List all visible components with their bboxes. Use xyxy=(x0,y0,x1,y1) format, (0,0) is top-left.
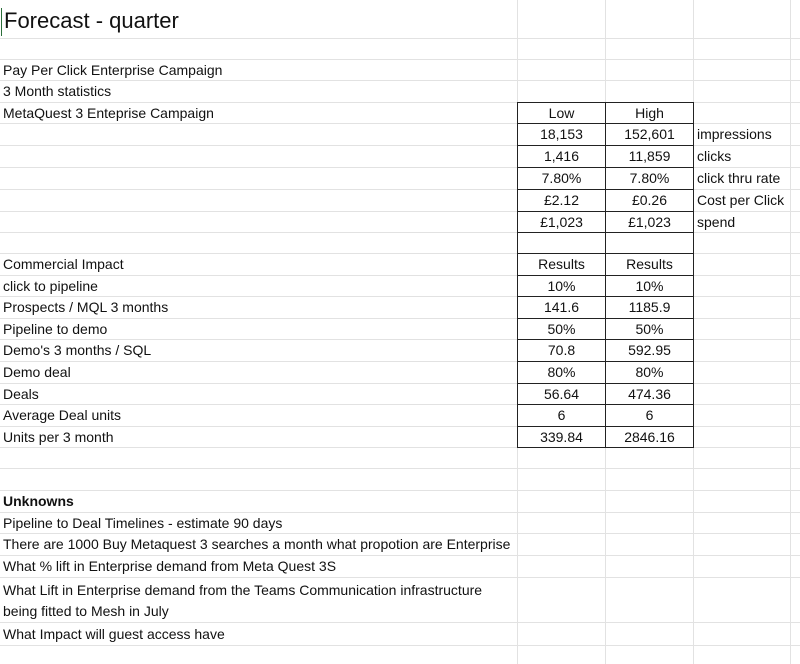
impact-header-low[interactable]: Results xyxy=(538,256,585,272)
unknowns-item[interactable]: Pipeline to Deal Timelines - estimate 90 days xyxy=(3,515,283,531)
row-divider xyxy=(0,490,800,491)
intro-product-cell[interactable]: MetaQuest 3 Enteprise Campaign xyxy=(3,105,214,121)
stats-clicks-high[interactable]: 11,859 xyxy=(628,148,671,164)
stats-header-low[interactable]: Low xyxy=(548,105,575,121)
row-divider xyxy=(0,645,800,646)
impact-row-low[interactable]: 10% xyxy=(547,278,576,294)
intro-campaign-cell[interactable]: Pay Per Click Enterprise Campaign xyxy=(3,62,223,78)
impact-row-low[interactable]: 70.8 xyxy=(547,342,576,358)
impact-row-high[interactable]: 474.36 xyxy=(628,386,671,402)
impact-heading[interactable]: Commercial Impact xyxy=(3,256,124,272)
unknowns-item[interactable]: What Lift in Enterprise demand from the Teams Communication infrastructure xyxy=(3,582,483,598)
stats-cpc-high[interactable]: £0.26 xyxy=(631,192,668,208)
impact-row-label[interactable]: click to pipeline xyxy=(3,278,98,294)
row-divider xyxy=(0,447,800,448)
impact-row-label[interactable]: Demo deal xyxy=(3,364,71,380)
column-divider xyxy=(693,0,694,664)
stats-spend-high[interactable]: £1,023 xyxy=(628,214,671,230)
row-divider xyxy=(0,468,800,469)
impact-row-low[interactable]: 141.6 xyxy=(543,299,580,315)
unknowns-item[interactable]: What % lift in Enterprise demand from Meta Quest 3S xyxy=(3,558,337,574)
impact-row-low[interactable]: 6 xyxy=(557,407,566,423)
stats-impressions-high[interactable]: 152,601 xyxy=(624,126,675,142)
stats-impressions-unit[interactable]: impressions xyxy=(697,126,772,142)
impact-row-low[interactable]: 339.84 xyxy=(540,429,583,445)
sheet-title[interactable]: Forecast - quarter xyxy=(4,8,179,33)
unknowns-item[interactable]: What Impact will guest access have xyxy=(3,626,225,642)
stats-spend-unit[interactable]: spend xyxy=(697,214,736,230)
impact-row-high[interactable]: 10% xyxy=(635,278,664,294)
cell-cursor xyxy=(1,8,2,36)
stats-table-inner-border xyxy=(517,232,694,233)
stats-header-high[interactable]: High xyxy=(635,105,664,121)
impact-row-label[interactable]: Deals xyxy=(3,386,39,402)
row-divider xyxy=(0,38,800,39)
impact-row-label[interactable]: Demo's 3 months / SQL xyxy=(3,342,152,358)
impact-row-low[interactable]: 80% xyxy=(547,364,576,380)
stats-ctr-low[interactable]: 7.80% xyxy=(541,170,582,186)
impact-row-high[interactable]: 50% xyxy=(635,321,664,337)
stats-ctr-high[interactable]: 7.80% xyxy=(629,170,670,186)
impact-row-label[interactable]: Prospects / MQL 3 months xyxy=(3,299,169,315)
impact-row-label[interactable]: Average Deal units xyxy=(3,407,122,423)
row-divider xyxy=(0,622,800,623)
impact-row-high[interactable]: 80% xyxy=(635,364,664,380)
intro-period-cell[interactable]: 3 Month statistics xyxy=(3,83,112,99)
column-divider xyxy=(790,0,791,664)
stats-impressions-low[interactable]: 18,153 xyxy=(540,126,583,142)
impact-row-high[interactable]: 2846.16 xyxy=(624,429,675,445)
impact-row-low[interactable]: 50% xyxy=(547,321,576,337)
impact-row-label[interactable]: Pipeline to demo xyxy=(3,321,108,337)
impact-row-high[interactable]: 6 xyxy=(645,407,654,423)
stats-spend-low[interactable]: £1,023 xyxy=(540,214,583,230)
unknowns-item[interactable]: being fitted to Mesh in July xyxy=(3,603,169,619)
impact-row-high[interactable]: 592.95 xyxy=(628,342,671,358)
impact-row-low[interactable]: 56.64 xyxy=(543,386,580,402)
stats-clicks-low[interactable]: 1,416 xyxy=(543,148,580,164)
unknowns-item[interactable]: There are 1000 Buy Metaquest 3 searches a month what propotion are Enterprise xyxy=(3,536,511,552)
stats-cpc-low[interactable]: £2.12 xyxy=(543,192,580,208)
impact-row-high[interactable]: 1185.9 xyxy=(628,299,671,315)
row-divider xyxy=(0,80,800,81)
impact-header-high[interactable]: Results xyxy=(626,256,673,272)
stats-cpc-unit[interactable]: Cost per Click xyxy=(697,192,785,208)
unknowns-heading[interactable]: Unknowns xyxy=(3,493,74,509)
row-divider xyxy=(0,577,800,578)
stats-ctr-unit[interactable]: click thru rate xyxy=(697,170,781,186)
stats-clicks-unit[interactable]: clicks xyxy=(697,148,732,164)
impact-row-label[interactable]: Units per 3 month xyxy=(3,429,114,445)
